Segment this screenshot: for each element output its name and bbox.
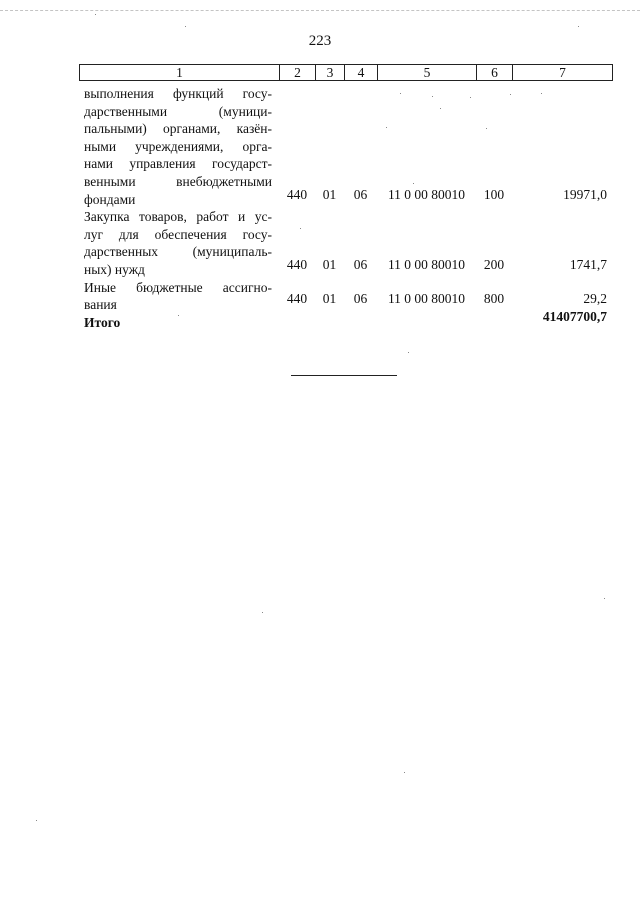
total-amount: 41407700,7 xyxy=(542,309,607,324)
scan-speck xyxy=(578,26,579,27)
scan-speck xyxy=(510,94,511,95)
row-3-subsection: 06 xyxy=(353,291,368,306)
row-1-line: ными учреждениями, орга- xyxy=(84,138,272,154)
header-col-2: 2 xyxy=(280,65,316,81)
table-row-total xyxy=(0,308,640,326)
scan-speck xyxy=(486,128,487,129)
scan-speck xyxy=(440,108,441,109)
page-number: 223 xyxy=(308,33,332,49)
scan-speck xyxy=(432,96,433,97)
row-1-admin-code: 440 xyxy=(286,187,308,202)
row-2-line: дарственных (муниципаль- xyxy=(84,244,272,260)
row-1-line: дарственными (муници- xyxy=(84,103,272,119)
row-3-amount: 29,2 xyxy=(583,291,607,306)
row-1-line: пальными) органами, казён- xyxy=(84,121,272,137)
row-3-line: вания xyxy=(84,297,117,313)
scan-speck xyxy=(408,352,409,353)
row-2-subsection: 06 xyxy=(353,257,368,272)
scan-speck xyxy=(470,97,471,98)
row-2-target-code: 11 0 00 80010 xyxy=(387,257,466,272)
table-row-2 xyxy=(0,256,640,274)
total-label: Итого xyxy=(84,314,121,330)
row-3-expense-type: 800 xyxy=(483,291,505,306)
header-col-4: 4 xyxy=(345,65,378,81)
row-1-target-code: 11 0 00 80010 xyxy=(387,187,466,202)
row-1-section: 01 xyxy=(322,187,337,202)
header-col-1: 1 xyxy=(80,65,280,81)
scan-speck xyxy=(36,820,37,821)
header-col-6: 6 xyxy=(477,65,513,81)
scan-speck xyxy=(300,228,301,229)
row-2-section: 01 xyxy=(322,257,337,272)
header-col-7: 7 xyxy=(513,65,613,81)
scan-speck xyxy=(178,315,179,316)
table-header xyxy=(79,64,613,81)
scan-speck xyxy=(386,127,387,128)
row-1-line: нами управления государст- xyxy=(84,156,272,172)
row-3-target-code: 11 0 00 80010 xyxy=(387,291,466,306)
row-1-line: венными внебюджетными xyxy=(84,173,272,189)
row-1-line: фондами xyxy=(84,191,136,207)
scan-speck xyxy=(400,93,401,94)
row-2-expense-type: 200 xyxy=(483,257,505,272)
scan-speck xyxy=(413,183,414,184)
row-2-line: ных) нужд xyxy=(84,261,145,277)
row-1-subsection: 06 xyxy=(353,187,368,202)
scan-speck xyxy=(604,598,605,599)
table-row-3 xyxy=(0,290,640,308)
scan-speck xyxy=(262,612,263,613)
row-1-amount: 19971,0 xyxy=(563,187,607,202)
table-row-1 xyxy=(0,186,640,204)
row-3-admin-code: 440 xyxy=(286,291,308,306)
scan-speck xyxy=(185,26,186,27)
scan-speck xyxy=(541,93,542,94)
row-2-admin-code: 440 xyxy=(286,257,308,272)
row-1-expense-type: 100 xyxy=(483,187,505,202)
row-3-line: Иные бюджетные ассигно- xyxy=(84,279,272,295)
header-col-5: 5 xyxy=(378,65,477,81)
scan-speck xyxy=(95,14,96,15)
header-col-3: 3 xyxy=(316,65,345,81)
row-2-line: Закупка товаров, работ и ус- xyxy=(84,209,272,225)
row-1-line: выполнения функций госу- xyxy=(84,86,272,101)
row-3-section: 01 xyxy=(322,291,337,306)
scan-speck xyxy=(404,772,405,773)
row-2-line: луг для обеспечения госу- xyxy=(84,226,272,242)
scan-edge-artifact xyxy=(0,10,640,11)
separator-line xyxy=(291,375,397,376)
row-2-amount: 1741,7 xyxy=(569,257,607,272)
